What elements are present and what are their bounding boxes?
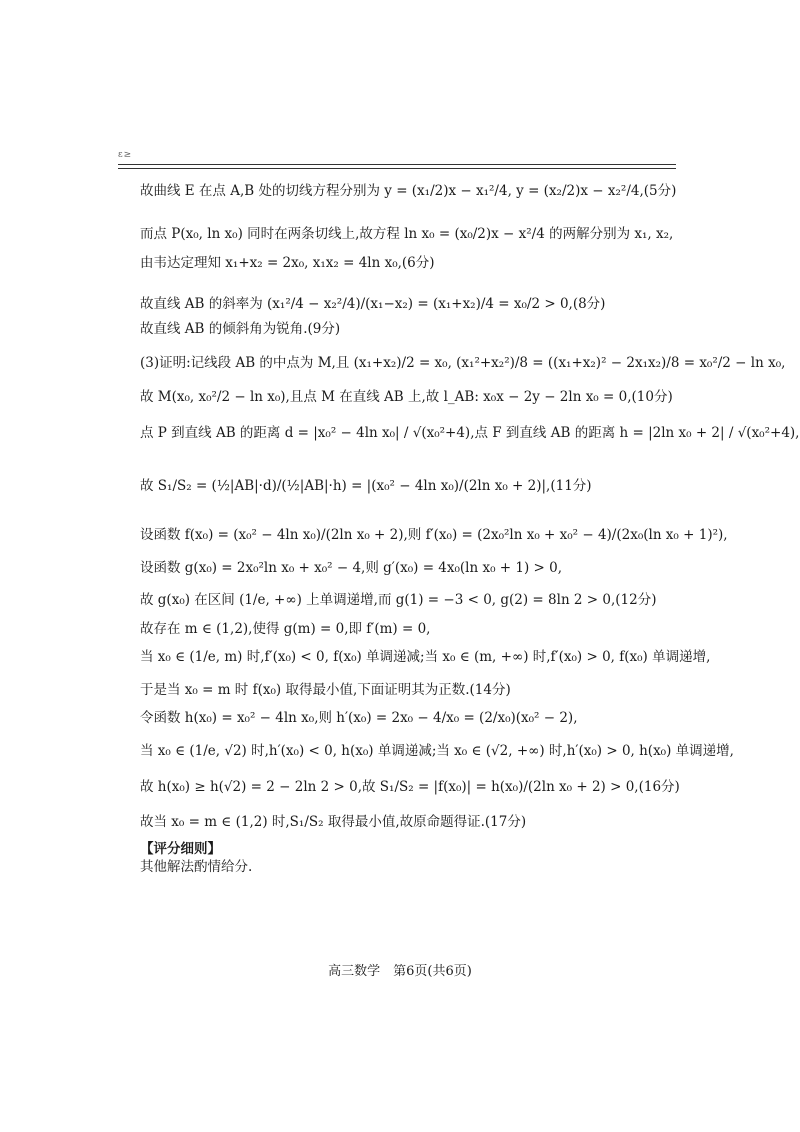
solution-line: 于是当 x₀ = m 时 f(x₀) 取得最小值,下面证明其为正数.(14分) [140,682,511,698]
solution-line: 设函数 g(x₀) = 2x₀²ln x₀ + x₀² − 4,则 g′(x₀) = 4x₀(ln x₀ + 1) > 0, [140,560,563,576]
solution-line: 当 x₀ ∈ (1/e, m) 时,f′(x₀) < 0, f(x₀) 单调递减;当 x₀ ∈ (m, +∞) 时,f′(x₀) > 0, f(x₀) 单调递增, [140,649,711,665]
solution-line: 故当 x₀ = m ∈ (1,2) 时,S₁/S₂ 取得最小值,故原命题得证.(17分) [140,814,527,830]
solution-line: 令函数 h(x₀) = x₀² − 4ln x₀,则 h′(x₀) = 2x₀ − 4/x₀ = (2/x₀)(x₀² − 2), [140,710,578,726]
solution-line: 故 S₁/S₂ = (½|AB|·d)/(½|AB|·h) = |(x₀² − 4ln x₀)/(2ln x₀ + 2)|,(11分) [140,478,592,494]
solution-line: 点 P 到直线 AB 的距离 d = |x₀² − 4ln x₀| / √(x₀²+4),点 F 到直线 AB 的距离 h = |2ln x₀ + 2| / √(x₀²+4), [140,425,800,441]
header-rule-thin [118,168,676,169]
grading-notes-heading: 【评分细则】 [140,841,221,857]
solution-line: 故曲线 E 在点 A,B 处的切线方程分别为 y = (x₁/2)x − x₁²/4, y = (x₂/2)x − x₂²/4,(5分) [140,183,677,199]
header-rule [118,164,676,165]
solution-line: 故存在 m ∈ (1,2),使得 g(m) = 0,即 f′(m) = 0, [140,621,431,637]
solution-line: 当 x₀ ∈ (1/e, √2) 时,h′(x₀) < 0, h(x₀) 单调递减;当 x₀ ∈ (√2, +∞) 时,h′(x₀) > 0, h(x₀) 单调递增, [140,743,734,759]
solution-line: 故直线 AB 的倾斜角为锐角.(9分) [140,321,341,337]
solution-line: 故 M(x₀, x₀²/2 − ln x₀),且点 M 在直线 AB 上,故 l_AB: x₀x − 2y − 2ln x₀ = 0,(10分) [140,389,673,405]
solution-line: 故 g(x₀) 在区间 (1/e, +∞) 上单调递增,而 g(1) = −3 < 0, g(2) = 8ln 2 > 0,(12分) [140,592,657,608]
solution-line: 由韦达定理知 x₁+x₂ = 2x₀, x₁x₂ = 4ln x₀,(6分) [140,255,435,271]
page-footer: 高三数学 第6页(共6页) [328,964,472,979]
solution-line: (3)证明:记线段 AB 的中点为 M,且 (x₁+x₂)/2 = x₀, (x₁²+x₂²)/8 = ((x₁+x₂)² − 2x₁x₂)/8 = x₀²/2 − ln x₀, [140,355,786,371]
solution-line: 故直线 AB 的斜率为 (x₁²/4 − x₂²/4)/(x₁−x₂) = (x₁+x₂)/4 = x₀/2 > 0,(8分) [140,296,606,312]
solution-line: 设函数 f(x₀) = (x₀² − 4ln x₀)/(2ln x₀ + 2),则 f′(x₀) = (2x₀²ln x₀ + x₀² − 4)/(2x₀(ln x₀ + 1)²), [140,527,728,543]
header-mark: ε≥ [118,150,133,160]
solution-line: 故 h(x₀) ≥ h(√2) = 2 − 2ln 2 > 0,故 S₁/S₂ = |f(x₀)| = h(x₀)/(2ln x₀ + 2) > 0,(16分) [140,779,680,795]
solution-line: 而点 P(x₀, ln x₀) 同时在两条切线上,故方程 ln x₀ = (x₀/2)x − x²/4 的两解分别为 x₁, x₂, [140,226,674,242]
grading-notes-text: 其他解法酌情给分. [140,859,253,875]
